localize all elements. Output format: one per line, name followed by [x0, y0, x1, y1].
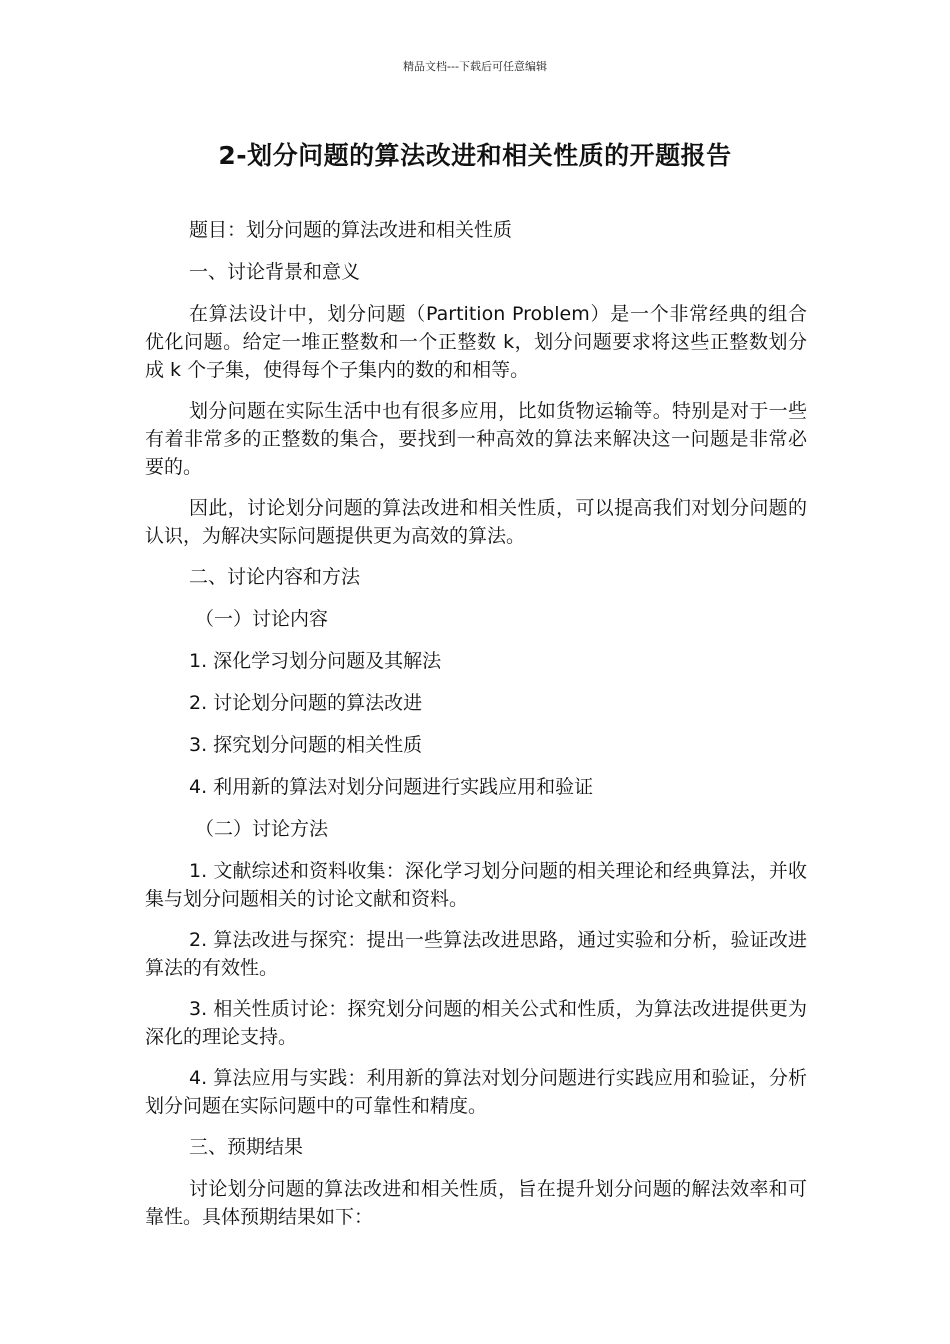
list-item: 1. 深化学习划分问题及其解法 — [189, 650, 442, 672]
document-title: 2-划分问题的算法改进和相关性质的开题报告 — [218, 141, 732, 170]
paragraph-background-2: 划分问题在实际生活中也有很多应用，比如货物运输等。特别是对于一些有着非常多的正整数的集合，要找到一种高效的算法来解决这一问题是非常必要的。 — [145, 400, 807, 478]
document-body — [145, 216, 807, 1244]
method-item: 1. 文献综述和资料收集：深化学习划分问题的相关理论和经典算法，并收集与划分问题相关的讨论文献和资料。 — [145, 860, 807, 910]
paragraph-expected-results: 讨论划分问题的算法改进和相关性质，旨在提升划分问题的解法效率和可靠性。具体预期结果如下： — [145, 1178, 807, 1228]
paragraph-background-1: 在算法设计中，划分问题（Partition Problem）是一个非常经典的组合优化问题。给定一堆正整数和一个正整数 k，划分问题要求将这些正整数划分成 k 个子集，使得每个子集内的数的和相等。 — [145, 303, 807, 381]
subheading-methods: （二）讨论方法 — [195, 818, 329, 840]
section-heading-content-methods: 二、讨论内容和方法 — [189, 566, 361, 588]
paragraph-background-3: 因此，讨论划分问题的算法改进和相关性质，可以提高我们对划分问题的认识，为解决实际问题提供更为高效的算法。 — [145, 497, 807, 547]
list-item: 2. 讨论划分问题的算法改进 — [189, 692, 423, 714]
method-item: 2. 算法改进与探究：提出一些算法改进思路，通过实验和分析，验证改进算法的有效性。 — [145, 929, 807, 979]
subheading-content: （一）讨论内容 — [195, 608, 329, 630]
topic-line: 题目：划分问题的算法改进和相关性质 — [189, 219, 513, 241]
header-note: 精品文档---下载后可任意编辑 — [403, 60, 547, 73]
section-heading-background: 一、讨论背景和意义 — [189, 261, 361, 283]
list-item: 3. 探究划分问题的相关性质 — [189, 734, 423, 756]
list-item: 4. 利用新的算法对划分问题进行实践应用和验证 — [189, 776, 594, 798]
method-item: 3. 相关性质讨论：探究划分问题的相关公式和性质，为算法改进提供更为深化的理论支持。 — [145, 998, 807, 1048]
method-item: 4. 算法应用与实践：利用新的算法对划分问题进行实践应用和验证，分析划分问题在实际问题中的可靠性和精度。 — [145, 1067, 807, 1117]
section-heading-expected-results: 三、预期结果 — [189, 1136, 304, 1158]
